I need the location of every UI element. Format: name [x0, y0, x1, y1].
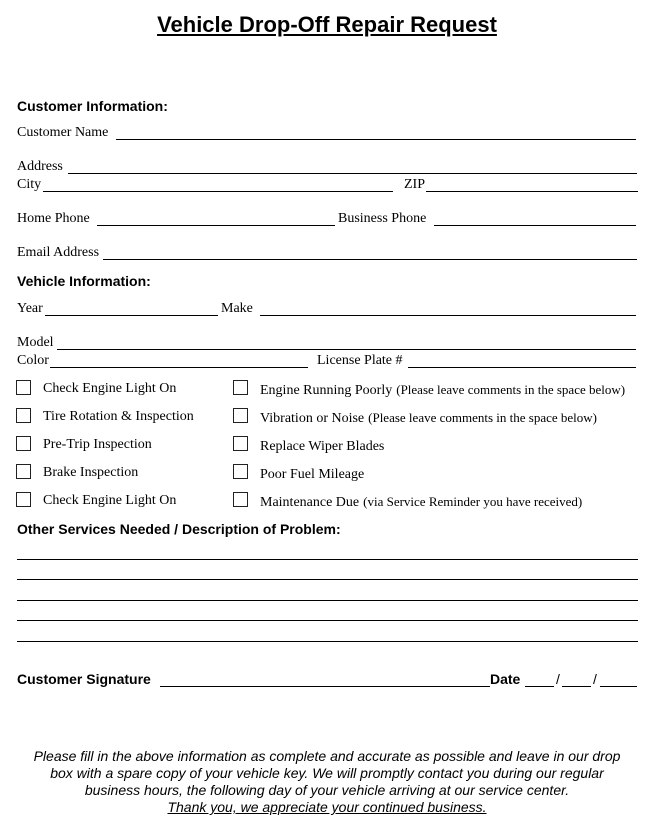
date-separator: /: [556, 671, 560, 687]
check-engine-light-checkbox-2[interactable]: [16, 492, 31, 507]
service-note: (via Service Reminder you have received): [363, 494, 583, 509]
other-services-heading: Other Services Needed / Description of Problem:: [17, 521, 341, 537]
pre-trip-inspection-checkbox[interactable]: [16, 436, 31, 451]
check-engine-light-checkbox[interactable]: [16, 380, 31, 395]
signature-field[interactable]: [160, 686, 490, 687]
year-field[interactable]: [45, 315, 218, 316]
service-note: (Please leave comments in the space below): [396, 382, 626, 397]
date-month-field[interactable]: [525, 686, 554, 687]
email-label: Email Address: [17, 245, 100, 260]
model-field[interactable]: [57, 349, 636, 350]
date-separator: /: [593, 671, 597, 687]
business-phone-field[interactable]: [434, 225, 636, 226]
footer-line-3: business hours, the following day of your vehicle arriving at our service center.: [84, 782, 570, 798]
home-phone-field[interactable]: [97, 225, 335, 226]
service-label: Brake Inspection: [43, 465, 139, 480]
date-year-field[interactable]: [600, 686, 637, 687]
address-label: Address: [17, 159, 63, 174]
page-title: Vehicle Drop-Off Repair Request: [157, 12, 497, 37]
vehicle-info-heading: Vehicle Information:: [17, 273, 151, 289]
description-line[interactable]: [17, 579, 638, 580]
signature-label: Customer Signature: [17, 671, 151, 687]
color-label: Color: [17, 353, 49, 368]
description-line[interactable]: [17, 641, 638, 642]
service-label: Tire Rotation & Inspection: [43, 409, 194, 424]
footer-line-2: box with a spare copy of your vehicle key. We will promptly contact you during our regular: [50, 765, 604, 781]
email-field[interactable]: [103, 259, 637, 260]
poor-fuel-mileage-checkbox[interactable]: [233, 464, 248, 479]
address-field[interactable]: [68, 173, 637, 174]
service-label: Vibration or Noise: [260, 411, 365, 426]
customer-name-label: Customer Name: [17, 125, 109, 140]
city-label: City: [17, 177, 42, 192]
service-note: (Please leave comments in the space below): [368, 410, 597, 425]
zip-label: ZIP: [404, 177, 425, 192]
description-line[interactable]: [17, 559, 638, 560]
service-label: Engine Running Poorly: [260, 383, 393, 398]
footer-thank-you: Thank you, we appreciate your continued business.: [167, 799, 487, 815]
customer-name-field[interactable]: [116, 139, 636, 140]
engine-running-poorly-checkbox[interactable]: [233, 380, 248, 395]
service-label: Maintenance Due: [260, 495, 360, 510]
vibration-noise-checkbox[interactable]: [233, 408, 248, 423]
business-phone-label: Business Phone: [338, 211, 427, 226]
service-label: Poor Fuel Mileage: [260, 467, 365, 482]
tire-rotation-checkbox[interactable]: [16, 408, 31, 423]
zip-field[interactable]: [426, 191, 638, 192]
description-line[interactable]: [17, 600, 638, 601]
service-label: Check Engine Light On: [43, 493, 177, 508]
service-label: Replace Wiper Blades: [260, 439, 385, 454]
maintenance-due-checkbox[interactable]: [233, 492, 248, 507]
city-field[interactable]: [43, 191, 393, 192]
customer-info-heading: Customer Information:: [17, 98, 168, 114]
service-label: Check Engine Light On: [43, 381, 177, 396]
date-day-field[interactable]: [562, 686, 591, 687]
color-field[interactable]: [50, 367, 308, 368]
service-label: Pre-Trip Inspection: [43, 437, 152, 452]
footer-line-1: Please fill in the above information as complete and accurate as possible and leave in our drop: [33, 748, 621, 764]
license-plate-label: License Plate #: [317, 353, 403, 368]
replace-wiper-blades-checkbox[interactable]: [233, 436, 248, 451]
date-label: Date: [490, 671, 521, 687]
year-label: Year: [17, 301, 43, 316]
make-field[interactable]: [260, 315, 636, 316]
license-plate-field[interactable]: [408, 367, 636, 368]
make-label: Make: [221, 301, 253, 316]
brake-inspection-checkbox[interactable]: [16, 464, 31, 479]
model-label: Model: [17, 335, 54, 350]
home-phone-label: Home Phone: [17, 211, 90, 226]
description-line[interactable]: [17, 620, 638, 621]
